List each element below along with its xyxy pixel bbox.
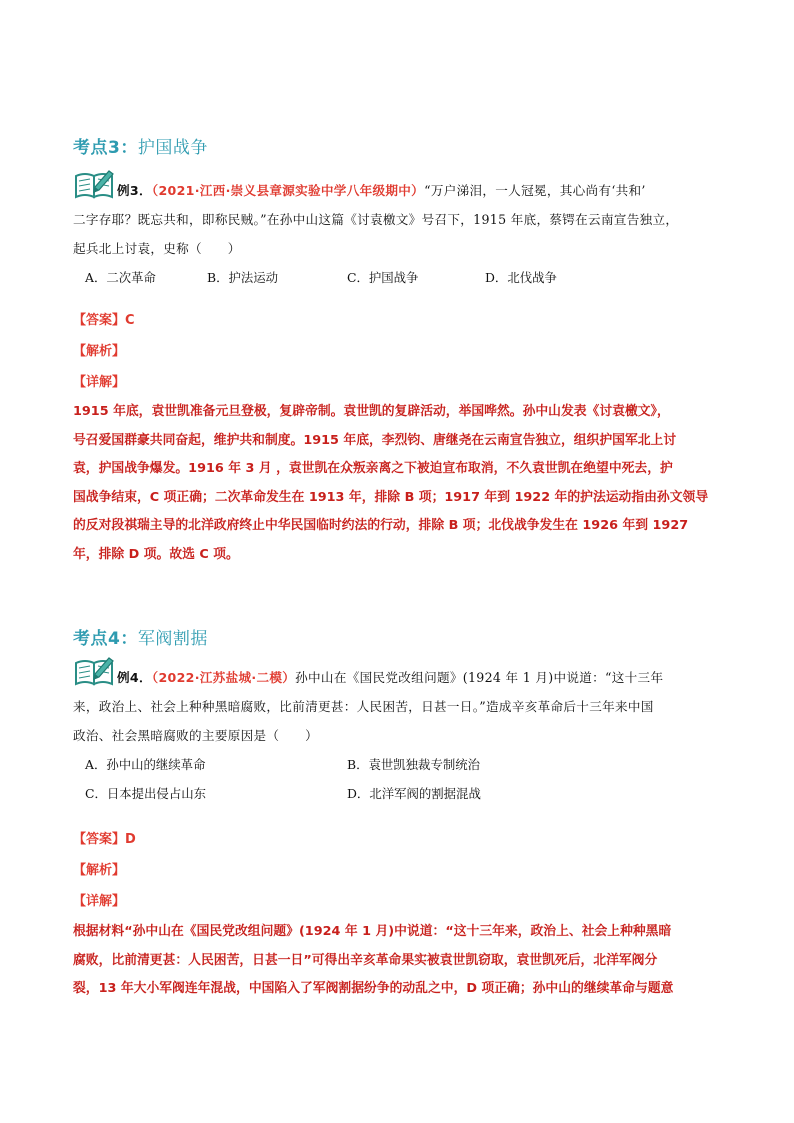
section-title-3 (73, 133, 208, 158)
section-prefix: 考点3： (73, 138, 138, 158)
option-d: D．北伐战争 (485, 270, 557, 285)
question-text: 孙中山在《国民党改组问题》(1924 年 1 月)中说道：“这十三年 (295, 670, 664, 685)
example-4 (73, 663, 733, 808)
section-prefix: 考点4： (73, 629, 138, 649)
detail-line: 的反对段祺瑞主导的北洋政府终止中华民国临时约法的行动，排除 B 项；北伐战争发生在 1926 年到 1927 (73, 518, 689, 533)
option-b: B．袁世凯独裁专制统治 (347, 757, 481, 772)
detail-line: 根据材料“孙中山在《国民党改组问题》(1924 年 1 月)中说道：“这十三年来，政治上、社会上种种黑暗 (73, 924, 672, 939)
question-line (73, 176, 733, 205)
option-a: A．孙中山的继续革命 (85, 757, 206, 772)
option-c: C．日本提出侵占山东 (85, 786, 206, 801)
book-pencil-icon (73, 168, 117, 200)
detail-label: 【详解】 (73, 375, 126, 390)
example-label: 例4． (117, 670, 152, 685)
option-b: B．护法运动 (207, 270, 279, 285)
detail-line: 国战争结束，C 项正确；二次革命发生在 1913 年，排除 B 项；1917 年到 1922 年的护法运动指由孙文领导 (73, 489, 709, 505)
section-name: 军阀割据 (137, 629, 208, 649)
answer-label: 【答案】D (73, 832, 136, 847)
option-a: A．二次革命 (85, 270, 156, 285)
detail-line: 1915 年底，袁世凯准备元旦登极，复辟帝制。袁世凯的复辟活动，举国哗然。孙中山发表《讨袁檄文》， (73, 404, 670, 419)
detail-line: 裂，13 年大小军阀连年混战，中国陷入了军阀割据纷争的动乱之中，D 项正确；孙中山的继续革命与题意 (73, 981, 674, 996)
analysis-label: 【解析】 (73, 863, 126, 878)
book-pencil-icon (73, 655, 117, 687)
question-line: 来，政治上、社会上种种黑暗腐败，比前清更甚：人民困苦，日甚一日。”造成辛亥革命后十三年来中国 (73, 699, 654, 714)
detail-line: 年，排除 D 项。故选 C 项。 (73, 546, 239, 562)
section-title-4 (73, 624, 208, 649)
section-name: 护国战争 (137, 138, 208, 158)
question-line: 二字存耶？既忘共和，即称民贼。”在孙中山这篇《讨袁檄文》号召下，1915 年底，蔡锷在云南宣告独立， (73, 212, 679, 227)
option-c: C．护国战争 (347, 270, 419, 285)
question-line (73, 663, 733, 692)
detail-line: 袁，护国战争爆发。1916 年 3 月 ，袁世凯在众叛亲离之下被迫宣布取消，不久袁世凯在绝望中死去，护 (73, 461, 673, 476)
question-line: 起兵北上讨袁，史称（ ） (73, 241, 241, 256)
detail-line: 腐败，比前清更甚：人民困苦，日甚一日”可得出辛亥革命果实被袁世凯窃取，袁世凯死后，北洋军阀分 (73, 952, 658, 968)
option-d: D．北洋军阀的割据混战 (347, 786, 481, 801)
detail-text (73, 398, 733, 569)
example-label: 例3． (117, 183, 152, 198)
question-source: （2021·江西·崇义县章源实验中学八年级期中） (151, 183, 425, 198)
question-line: 政治、社会黑暗腐败的主要原因是（ ） (73, 728, 318, 743)
detail-line: 号召爱国群豪共同奋起，维护共和制度。1915 年底，李烈钧、唐继尧在云南宣告独立，组织护国军北上讨 (73, 432, 677, 448)
options-row (73, 263, 733, 292)
detail-text (73, 918, 733, 1004)
options-row (73, 779, 733, 808)
question-source: （2022·江苏盐城·二模） (151, 670, 296, 685)
detail-label: 【详解】 (73, 894, 126, 909)
analysis-label: 【解析】 (73, 344, 126, 359)
options-row (73, 750, 733, 779)
answer-label: 【答案】C (73, 313, 135, 328)
question-text: “万户涕泪，一人冠冕，其心尚有‘共和’ (424, 183, 646, 198)
example-3 (73, 176, 733, 292)
